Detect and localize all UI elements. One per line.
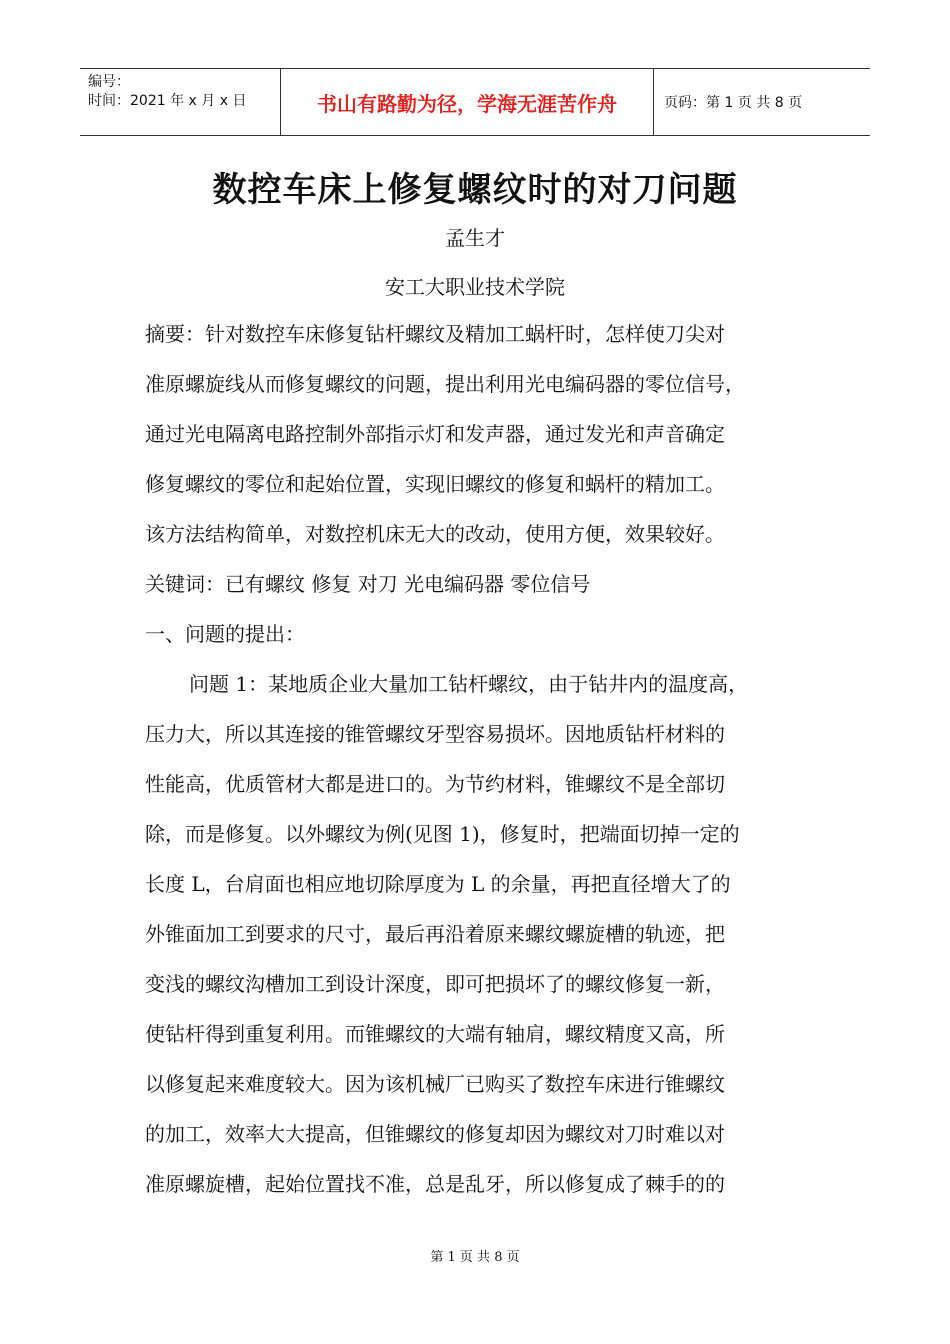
page-footer: 第 1 页 共 8 页 [430,1250,520,1265]
header-meta-cell [80,69,281,135]
body-line: 问题 1：某地质企业大量加工钻杆螺纹，由于钻井内的温度高， [189,672,749,696]
body-line: 摘要：针对数控车床修复钻杆螺纹及精加工蜗杆时，怎样使刀尖对 [145,322,725,346]
header-motto: 书山有路勤为径，学海无涯苦作舟 [317,91,617,116]
document-header [80,68,870,136]
body-line: 通过光电隔离电路控制外部指示灯和发声器，通过发光和声音确定 [145,422,725,446]
section-heading: 一、问题的提出： [145,622,305,646]
body-line: 使钻杆得到重复利用。而锥螺纹的大端有轴肩，螺纹精度又高，所 [145,1022,725,1046]
body-line: 性能高，优质管材大都是进口的。为节约材料，锥螺纹不是全部切 [145,772,725,796]
body-line: 变浅的螺纹沟槽加工到设计深度，即可把损坏了的螺纹修复一新， [145,972,725,996]
document-affiliation: 安工大职业技术学院 [385,275,565,299]
body-line: 的加工，效率大大提高，但锥螺纹的修复却因为螺纹对刀时难以对 [145,1122,725,1146]
header-page-cell [654,69,870,135]
body-line: 修复螺纹的零位和起始位置，实现旧螺纹的修复和蜗杆的精加工。 [145,472,725,496]
body-line: 除，而是修复。以外螺纹为例(见图 1)，修复时，把端面切掉一定的 [145,822,740,846]
keywords-line: 关键词：已有螺纹 修复 对刀 光电编码器 零位信号 [145,572,591,596]
body-line: 外锥面加工到要求的尺寸，最后再沿着原来螺纹螺旋槽的轨迹，把 [145,922,725,946]
body-line: 准原螺旋线从而修复螺纹的问题，提出利用光电编码器的零位信号， [145,372,745,396]
document-title: 数控车床上修复螺纹时的对刀问题 [212,170,738,210]
header-page-info: 页码：第 1 页 共 8 页 [664,95,803,111]
document-author: 孟生才 [445,226,505,250]
document-body [145,318,825,1218]
header-motto-cell [281,69,654,135]
body-line: 准原螺旋槽，起始位置找不准，总是乱牙，所以修复成了棘手的的 [145,1172,725,1196]
body-line: 以修复起来难度较大。因为该机械厂已购买了数控车床进行锥螺纹 [145,1072,725,1096]
body-line: 该方法结构简单，对数控机床无大的改动，使用方便，效果较好。 [145,522,725,546]
document-number-label: 编号： [88,74,130,90]
document-time-label: 时间：2021 年 x 月 x 日 [88,93,247,109]
body-line: 压力大，所以其连接的锥管螺纹牙型容易损坏。因地质钻杆材料的 [145,722,725,746]
body-line: 长度 L，台肩面也相应地切除厚度为 L 的余量，再把直径增大了的 [145,872,731,896]
